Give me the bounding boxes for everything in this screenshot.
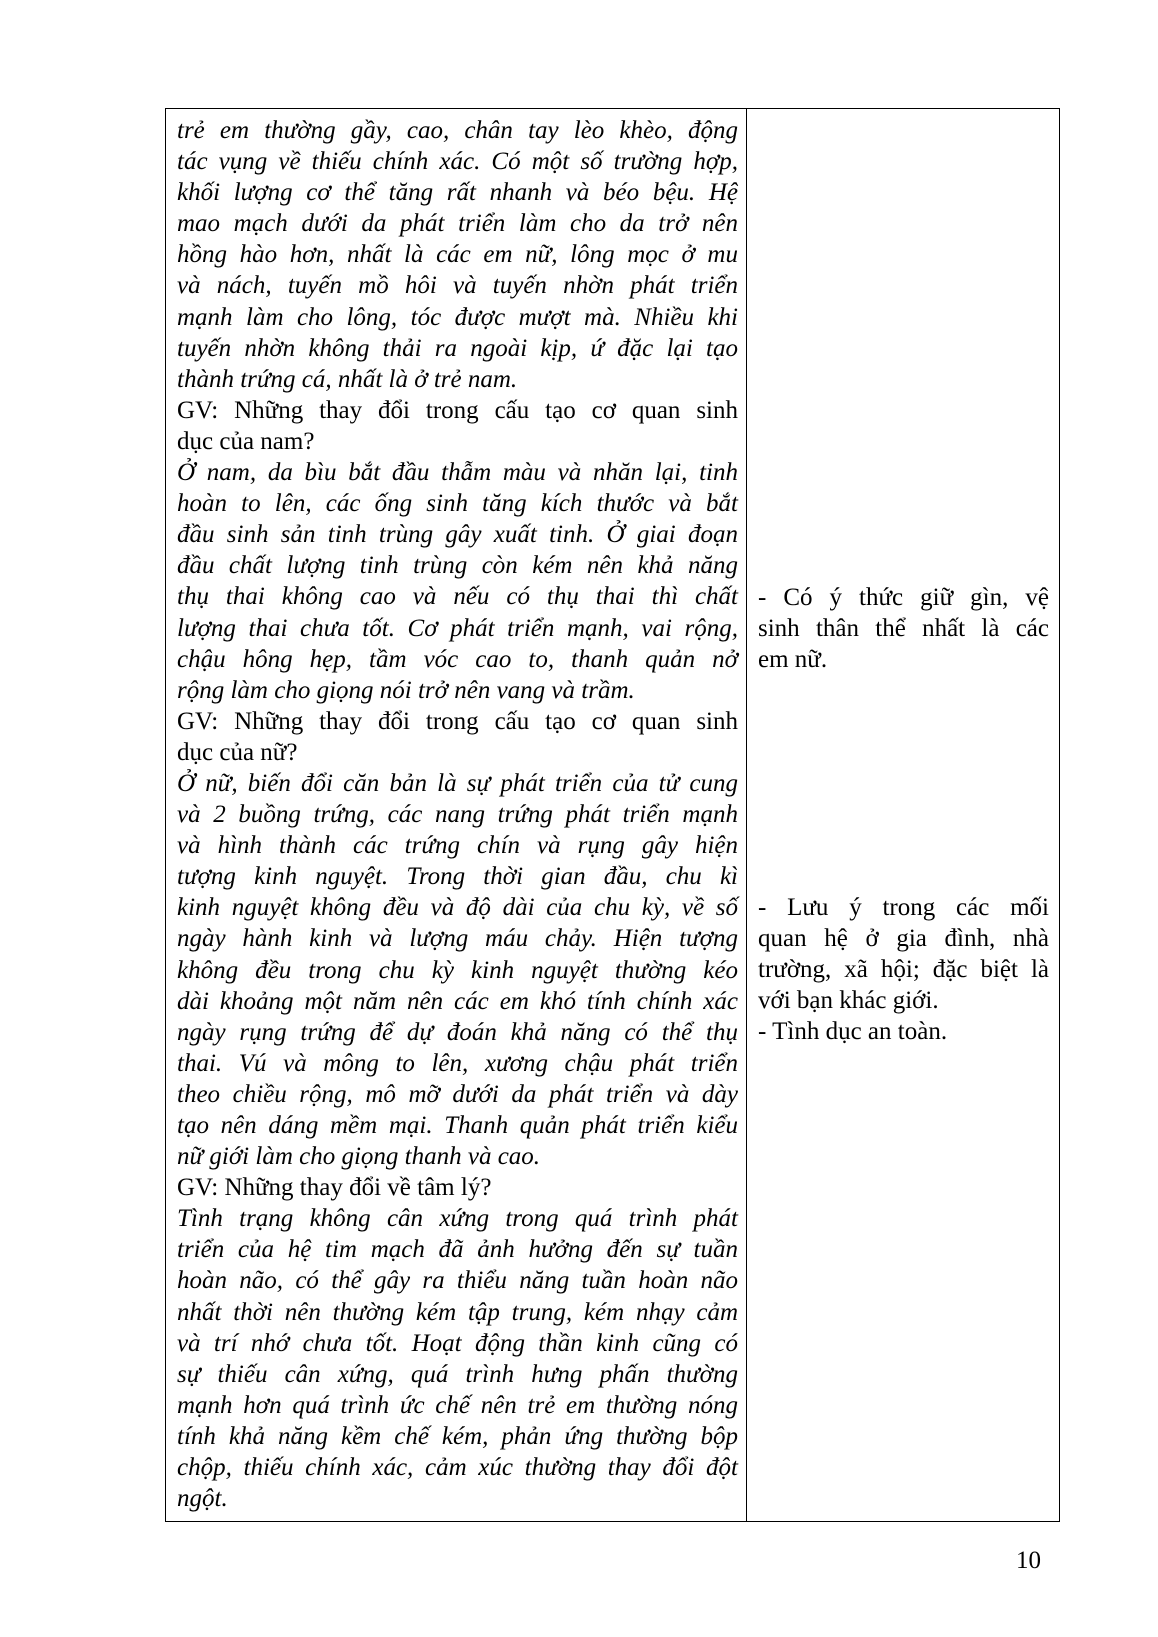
text-line: ngày rụng trứng để dự đoán khả năng có thể thụ xyxy=(177,1018,738,1046)
text-line: sự thiếu cân xứng, quá trình hưng phấn thường xyxy=(177,1360,738,1388)
text-line: dài khoảng một năm nên các em khó tính chính xác xyxy=(177,987,738,1015)
content-table xyxy=(165,108,1060,1522)
text-line: GV: Những thay đổi trong cấu tạo cơ quan sinh xyxy=(177,396,738,424)
text-line: mạnh hơn quá trình ức chế nên trẻ em thường nóng xyxy=(177,1391,738,1419)
text-line: trẻ em thường gầy, cao, chân tay lèo khèo, động xyxy=(177,117,738,144)
text-line: dục của nữ? xyxy=(177,738,298,766)
teacher-student-activity-column xyxy=(166,109,747,1521)
text-line: đầu chất lượng tinh trùng còn kém nên khả năng xyxy=(177,552,738,580)
text-line: tượng kinh nguyệt. Trong thời gian đầu, chu kì xyxy=(177,863,738,891)
text-line: triển của hệ tim mạch đã ảnh hưởng đến sự tuần xyxy=(177,1236,738,1264)
text-line: đầu sinh sản tinh trùng gây xuất tinh. Ở giai đoạn xyxy=(177,521,738,549)
text-line: thai. Vú và mông to lên, xương chậu phát triển xyxy=(177,1049,738,1077)
text-line: với bạn khác giới. xyxy=(758,987,939,1015)
text-line: dục của nam? xyxy=(177,427,315,455)
text-line: không đều trong chu kỳ kinh nguyệt thường kéo xyxy=(177,956,738,984)
text-line: tuyến nhờn không thải ra ngoài kịp, ứ đặc lại tạo xyxy=(177,334,738,362)
text-line: Ở nữ, biến đổi căn bản là sự phát triển của tử cung xyxy=(177,769,738,797)
text-line: ngột. xyxy=(177,1485,228,1513)
text-line: mao mạch dưới da phát triển làm cho da trở nên xyxy=(177,210,738,238)
text-line: hồng hào hơn, nhất là các em nữ, lông mọc ở mu xyxy=(177,241,738,269)
text-line: sinh thân thể nhất là các xyxy=(758,615,1049,643)
text-line: và hình thành các trứng chín và rụng gây hiện xyxy=(177,832,738,860)
text-line: Ở nam, da bìu bắt đầu thẫm màu và nhăn lại, tinh xyxy=(177,459,738,487)
page-number: 10 xyxy=(1016,1547,1041,1574)
text-line: tính khả năng kềm chế kém, phản ứng thường bộp xyxy=(177,1422,738,1450)
text-line: khối lượng cơ thể tăng rất nhanh và béo bệu. Hệ xyxy=(177,179,738,207)
text-line: tạo nên dáng mềm mại. Thanh quản phát triển kiểu xyxy=(177,1112,738,1139)
text-line: - Lưu ý trong các mối xyxy=(758,894,1049,921)
text-line: ngày hành kinh và lượng máu chảy. Hiện tượng xyxy=(177,925,738,953)
text-line: hoàn to lên, các ống sinh tăng kích thước và bắt xyxy=(177,490,738,518)
text-line: theo chiều rộng, mô mỡ dưới da phát triển và dày xyxy=(177,1080,738,1108)
text-line: tác vụng về thiếu chính xác. Có một số trường hợp, xyxy=(177,148,738,176)
text-line: nữ giới làm cho giọng thanh và cao. xyxy=(177,1143,541,1171)
hygiene-note xyxy=(758,582,1049,675)
text-line: - Tình dục an toàn. xyxy=(758,1018,948,1046)
text-line: kinh nguyệt không đều và độ dài của chu kỳ, về số xyxy=(177,894,738,922)
notes-column xyxy=(747,109,1059,1521)
text-line: và nách, tuyến mồ hôi và tuyến nhờn phát triển xyxy=(177,272,738,300)
text-line: rộng làm cho giọng nói trở nên vang và trầm. xyxy=(177,676,635,704)
text-line: em nữ. xyxy=(758,646,828,674)
text-line: mạnh làm cho lông, tóc được mượt mà. Nhiều khi xyxy=(177,303,738,331)
text-line: lượng thai chưa tốt. Cơ phát triển mạnh, vai rộng, xyxy=(177,614,738,642)
text-line: trường, xã hội; đặc biệt là xyxy=(758,956,1049,984)
text-line: Tình trạng không cân xứng trong quá trình phát xyxy=(177,1205,738,1233)
text-line: thụ thai không cao và nếu có thụ thai thì chất xyxy=(177,583,738,611)
text-line: chộp, thiếu chính xác, cảm xúc thường thay đổi đột xyxy=(177,1454,738,1482)
text-line: nhất thời nên thường kém tập trung, kém nhạy cảm xyxy=(177,1298,738,1326)
text-line: GV: Những thay đổi về tâm lý? xyxy=(177,1174,492,1202)
text-line: - Có ý thức giữ gìn, vệ xyxy=(758,584,1049,611)
text-line: hoàn não, có thể gây ra thiểu năng tuần hoàn não xyxy=(177,1267,738,1295)
relationship-safety-note xyxy=(758,892,1049,1047)
text-line: chậu hông hẹp, tầm vóc cao to, thanh quản nở xyxy=(177,645,738,673)
text-line: và 2 buồng trứng, các nang trứng phát triển mạnh xyxy=(177,801,738,829)
text-line: GV: Những thay đổi trong cấu tạo cơ quan sinh xyxy=(177,707,738,735)
text-line: quan hệ ở gia đình, nhà xyxy=(758,925,1049,953)
text-line: thành trứng cá, nhất là ở trẻ nam. xyxy=(177,365,518,393)
text-line: và trí nhớ chưa tốt. Hoạt động thần kinh cũng có xyxy=(177,1329,738,1357)
